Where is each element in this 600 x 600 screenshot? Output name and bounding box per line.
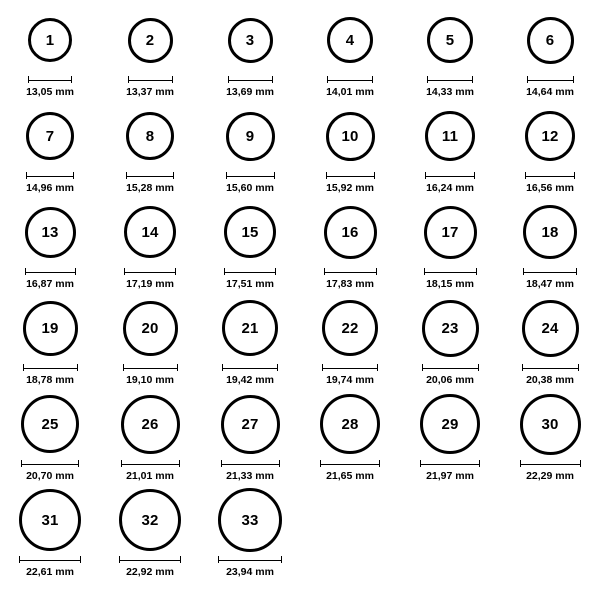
ring-diameter-label: 19,10 mm	[126, 374, 174, 386]
ring-size-label: 20	[141, 319, 159, 337]
ring-diameter-label: 20,06 mm	[426, 374, 474, 386]
ring-circle-wrapper	[19, 486, 81, 554]
ring-circle-wrapper	[425, 102, 475, 170]
ring-circle	[322, 300, 378, 356]
ring-circle-wrapper	[224, 198, 276, 266]
dimension-line-bar	[25, 268, 76, 275]
dimension-line-bar	[326, 172, 375, 179]
dimension-line-bar	[19, 556, 81, 563]
ring-diameter-label: 17,51 mm	[226, 278, 274, 290]
ring-size-cell	[300, 390, 400, 486]
dimension-line-bar	[425, 172, 475, 179]
ring-size-label: 16	[341, 223, 359, 241]
dimension-line-bar	[523, 268, 577, 275]
ring-diameter-label: 15,60 mm	[226, 182, 274, 194]
ring-size-cell	[100, 6, 200, 102]
ring-circle-wrapper	[218, 486, 282, 554]
ring-circle	[224, 206, 276, 258]
ring-circle-wrapper	[422, 294, 479, 362]
dimension-line-bar	[222, 364, 278, 371]
ring-circle	[21, 395, 79, 453]
ring-diameter-label: 18,47 mm	[526, 278, 574, 290]
dimension-line	[126, 171, 174, 180]
ring-size-label: 14	[141, 223, 159, 241]
dimension-line	[427, 75, 473, 84]
ring-circle-wrapper	[119, 486, 181, 554]
ring-circle-wrapper	[525, 102, 575, 170]
ring-circle-wrapper	[420, 390, 480, 458]
dimension-line	[525, 171, 575, 180]
dimension-line-bar	[422, 364, 479, 371]
ring-size-label: 18	[541, 223, 559, 241]
ring-circle-wrapper	[228, 6, 273, 74]
ring-circle	[527, 17, 574, 64]
ring-circle-wrapper	[320, 390, 380, 458]
ring-circle-wrapper	[23, 294, 78, 362]
dimension-line-bar	[128, 76, 173, 83]
ring-size-cell	[200, 390, 300, 486]
dimension-line-bar	[121, 460, 180, 467]
dimension-line	[19, 555, 81, 564]
dimension-line	[222, 363, 278, 372]
ring-circle	[221, 395, 280, 454]
ring-circle	[26, 112, 74, 160]
ring-circle	[218, 488, 282, 552]
ring-size-cell	[400, 102, 500, 198]
dimension-line	[520, 459, 581, 468]
dimension-line	[123, 363, 178, 372]
ring-size-cell	[500, 390, 600, 486]
ring-size-label: 21	[241, 319, 259, 337]
dimension-line-bar	[427, 76, 473, 83]
ring-size-label: 4	[345, 31, 355, 49]
ring-circle-wrapper	[424, 198, 477, 266]
ring-size-cell	[200, 6, 300, 102]
ring-circle-wrapper	[427, 6, 473, 74]
dimension-line	[224, 267, 276, 276]
ring-diameter-label: 14,64 mm	[526, 86, 574, 98]
ring-circle-wrapper	[21, 390, 79, 458]
ring-circle-wrapper	[522, 294, 579, 362]
ring-size-cell	[100, 294, 200, 390]
ring-circle	[121, 395, 180, 454]
ring-size-cell	[200, 486, 300, 582]
ring-circle-wrapper	[520, 390, 581, 458]
ring-size-label: 27	[241, 415, 259, 433]
dimension-line	[322, 363, 378, 372]
ring-size-cell	[500, 102, 600, 198]
dimension-line-bar	[123, 364, 178, 371]
ring-diameter-label: 19,42 mm	[226, 374, 274, 386]
dimension-line-bar	[420, 460, 480, 467]
dimension-line	[324, 267, 377, 276]
dimension-line	[425, 171, 475, 180]
dimension-line-bar	[226, 172, 275, 179]
ring-circle-wrapper	[326, 102, 375, 170]
ring-diameter-label: 13,05 mm	[26, 86, 74, 98]
ring-circle	[128, 18, 173, 63]
ring-circle-wrapper	[226, 102, 275, 170]
dimension-line	[25, 267, 76, 276]
ring-size-cell	[100, 390, 200, 486]
dimension-line-bar	[324, 268, 377, 275]
dimension-line	[124, 267, 176, 276]
ring-circle-wrapper	[28, 6, 72, 74]
ring-size-cell	[500, 294, 600, 390]
ring-circle	[427, 17, 473, 63]
dimension-line	[26, 171, 74, 180]
ring-circle	[520, 394, 581, 455]
ring-circle	[327, 17, 373, 63]
dimension-line	[28, 75, 72, 84]
ring-circle	[424, 206, 477, 259]
dimension-line	[422, 363, 479, 372]
ring-diameter-label: 13,69 mm	[226, 86, 274, 98]
ring-size-cell	[300, 294, 400, 390]
dimension-line	[320, 459, 380, 468]
ring-circle-wrapper	[324, 198, 377, 266]
dimension-line	[420, 459, 480, 468]
ring-size-label: 6	[545, 31, 555, 49]
ring-circle	[19, 489, 81, 551]
ring-diameter-label: 16,24 mm	[426, 182, 474, 194]
ring-circle	[25, 207, 76, 258]
dimension-line	[121, 459, 180, 468]
dimension-line-bar	[322, 364, 378, 371]
ring-size-label: 17	[441, 223, 459, 241]
ring-diameter-label: 19,74 mm	[326, 374, 374, 386]
ring-size-cell	[0, 6, 100, 102]
ring-size-cell	[300, 102, 400, 198]
ring-circle-wrapper	[327, 6, 373, 74]
ring-size-label: 31	[41, 511, 59, 529]
ring-diameter-label: 16,56 mm	[526, 182, 574, 194]
ring-circle	[226, 112, 275, 161]
ring-circle-wrapper	[523, 198, 577, 266]
ring-circle-wrapper	[222, 294, 278, 362]
dimension-line	[119, 555, 181, 564]
ring-diameter-label: 18,15 mm	[426, 278, 474, 290]
ring-diameter-label: 21,65 mm	[326, 470, 374, 482]
ring-size-label: 8	[145, 127, 155, 145]
ring-circle	[23, 301, 78, 356]
ring-circle	[425, 111, 475, 161]
dimension-line-bar	[522, 364, 579, 371]
dimension-line	[424, 267, 477, 276]
ring-size-label: 26	[141, 415, 159, 433]
dimension-line-bar	[527, 76, 574, 83]
ring-size-cell	[400, 6, 500, 102]
ring-size-label: 32	[141, 511, 159, 529]
ring-circle	[123, 301, 178, 356]
ring-circle	[28, 18, 72, 62]
ring-diameter-label: 13,37 mm	[126, 86, 174, 98]
ring-circle	[326, 112, 375, 161]
dimension-line	[228, 75, 273, 84]
ring-size-cell	[400, 390, 500, 486]
dimension-line-bar	[26, 172, 74, 179]
ring-size-cell	[400, 198, 500, 294]
ring-size-label: 30	[541, 415, 559, 433]
ring-diameter-label: 22,29 mm	[526, 470, 574, 482]
dimension-line-bar	[525, 172, 575, 179]
ring-size-label: 13	[41, 223, 59, 241]
dimension-line-bar	[221, 460, 280, 467]
dimension-line-bar	[327, 76, 373, 83]
ring-circle	[222, 300, 278, 356]
ring-size-cell	[100, 486, 200, 582]
ring-diameter-label: 15,28 mm	[126, 182, 174, 194]
ring-size-label: 12	[541, 127, 559, 145]
ring-diameter-label: 23,94 mm	[226, 566, 274, 578]
ring-circle	[525, 111, 575, 161]
ring-size-cell	[500, 198, 600, 294]
ring-size-label: 19	[41, 319, 59, 337]
dimension-line-bar	[124, 268, 176, 275]
ring-size-cell	[500, 6, 600, 102]
ring-size-cell	[300, 198, 400, 294]
ring-circle	[420, 394, 480, 454]
ring-size-cell	[0, 102, 100, 198]
ring-size-cell	[200, 198, 300, 294]
ring-size-label: 7	[45, 127, 55, 145]
ring-diameter-label: 21,33 mm	[226, 470, 274, 482]
dimension-line	[221, 459, 280, 468]
ring-diameter-label: 20,70 mm	[26, 470, 74, 482]
ring-circle	[126, 112, 174, 160]
dimension-line-bar	[224, 268, 276, 275]
ring-size-cell	[100, 198, 200, 294]
ring-circle	[324, 206, 377, 259]
ring-size-label: 24	[541, 319, 559, 337]
ring-diameter-label: 18,78 mm	[26, 374, 74, 386]
ring-circle-wrapper	[124, 198, 176, 266]
ring-size-label: 1	[45, 31, 55, 49]
dimension-line	[527, 75, 574, 84]
ring-size-cell	[0, 198, 100, 294]
dimension-line-bar	[520, 460, 581, 467]
dimension-line-bar	[424, 268, 477, 275]
ring-size-label: 25	[41, 415, 59, 433]
dimension-line-bar	[21, 460, 79, 467]
ring-size-label: 33	[241, 511, 259, 529]
ring-circle-wrapper	[123, 294, 178, 362]
ring-circle	[522, 300, 579, 357]
ring-diameter-label: 15,92 mm	[326, 182, 374, 194]
dimension-line-bar	[28, 76, 72, 83]
dimension-line	[128, 75, 173, 84]
ring-circle-wrapper	[527, 6, 574, 74]
ring-circle-wrapper	[25, 198, 76, 266]
dimension-line	[327, 75, 373, 84]
ring-diameter-label: 21,97 mm	[426, 470, 474, 482]
ring-circle	[228, 18, 273, 63]
ring-circle	[124, 206, 176, 258]
ring-size-label: 29	[441, 415, 459, 433]
dimension-line	[522, 363, 579, 372]
ring-size-cell	[400, 294, 500, 390]
ring-size-cell	[0, 294, 100, 390]
ring-circle-wrapper	[221, 390, 280, 458]
dimension-line-bar	[126, 172, 174, 179]
ring-diameter-label: 14,01 mm	[326, 86, 374, 98]
ring-diameter-label: 14,33 mm	[426, 86, 474, 98]
ring-size-cell	[0, 390, 100, 486]
ring-size-label: 10	[341, 127, 359, 145]
ring-circle	[422, 300, 479, 357]
dimension-line-bar	[218, 556, 282, 563]
ring-size-label: 5	[445, 31, 455, 49]
ring-size-cell	[0, 486, 100, 582]
dimension-line-bar	[320, 460, 380, 467]
dimension-line	[21, 459, 79, 468]
ring-circle	[523, 205, 577, 259]
ring-size-label: 3	[245, 31, 255, 49]
ring-circle-wrapper	[128, 6, 173, 74]
ring-size-cell	[200, 294, 300, 390]
ring-circle	[320, 394, 380, 454]
dimension-line-bar	[23, 364, 78, 371]
ring-diameter-label: 20,38 mm	[526, 374, 574, 386]
ring-circle-wrapper	[322, 294, 378, 362]
dimension-line	[218, 555, 282, 564]
ring-size-label: 15	[241, 223, 259, 241]
ring-diameter-label: 22,61 mm	[26, 566, 74, 578]
ring-size-label: 22	[341, 319, 359, 337]
ring-size-cell	[300, 6, 400, 102]
ring-diameter-label: 22,92 mm	[126, 566, 174, 578]
ring-circle	[119, 489, 181, 551]
ring-diameter-label: 16,87 mm	[26, 278, 74, 290]
ring-diameter-label: 17,19 mm	[126, 278, 174, 290]
ring-circle-wrapper	[26, 102, 74, 170]
dimension-line	[23, 363, 78, 372]
ring-size-label: 28	[341, 415, 359, 433]
ring-circle-wrapper	[126, 102, 174, 170]
ring-diameter-label: 21,01 mm	[126, 470, 174, 482]
ring-size-label: 11	[441, 127, 459, 145]
ring-diameter-label: 14,96 mm	[26, 182, 74, 194]
ring-circle-wrapper	[121, 390, 180, 458]
dimension-line	[326, 171, 375, 180]
ring-size-label: 9	[245, 127, 255, 145]
dimension-line	[523, 267, 577, 276]
ring-diameter-label: 17,83 mm	[326, 278, 374, 290]
ring-size-cell	[100, 102, 200, 198]
dimension-line-bar	[119, 556, 181, 563]
ring-size-label: 2	[145, 31, 155, 49]
ring-size-cell	[200, 102, 300, 198]
ring-size-label: 23	[441, 319, 459, 337]
dimension-line	[226, 171, 275, 180]
dimension-line-bar	[228, 76, 273, 83]
